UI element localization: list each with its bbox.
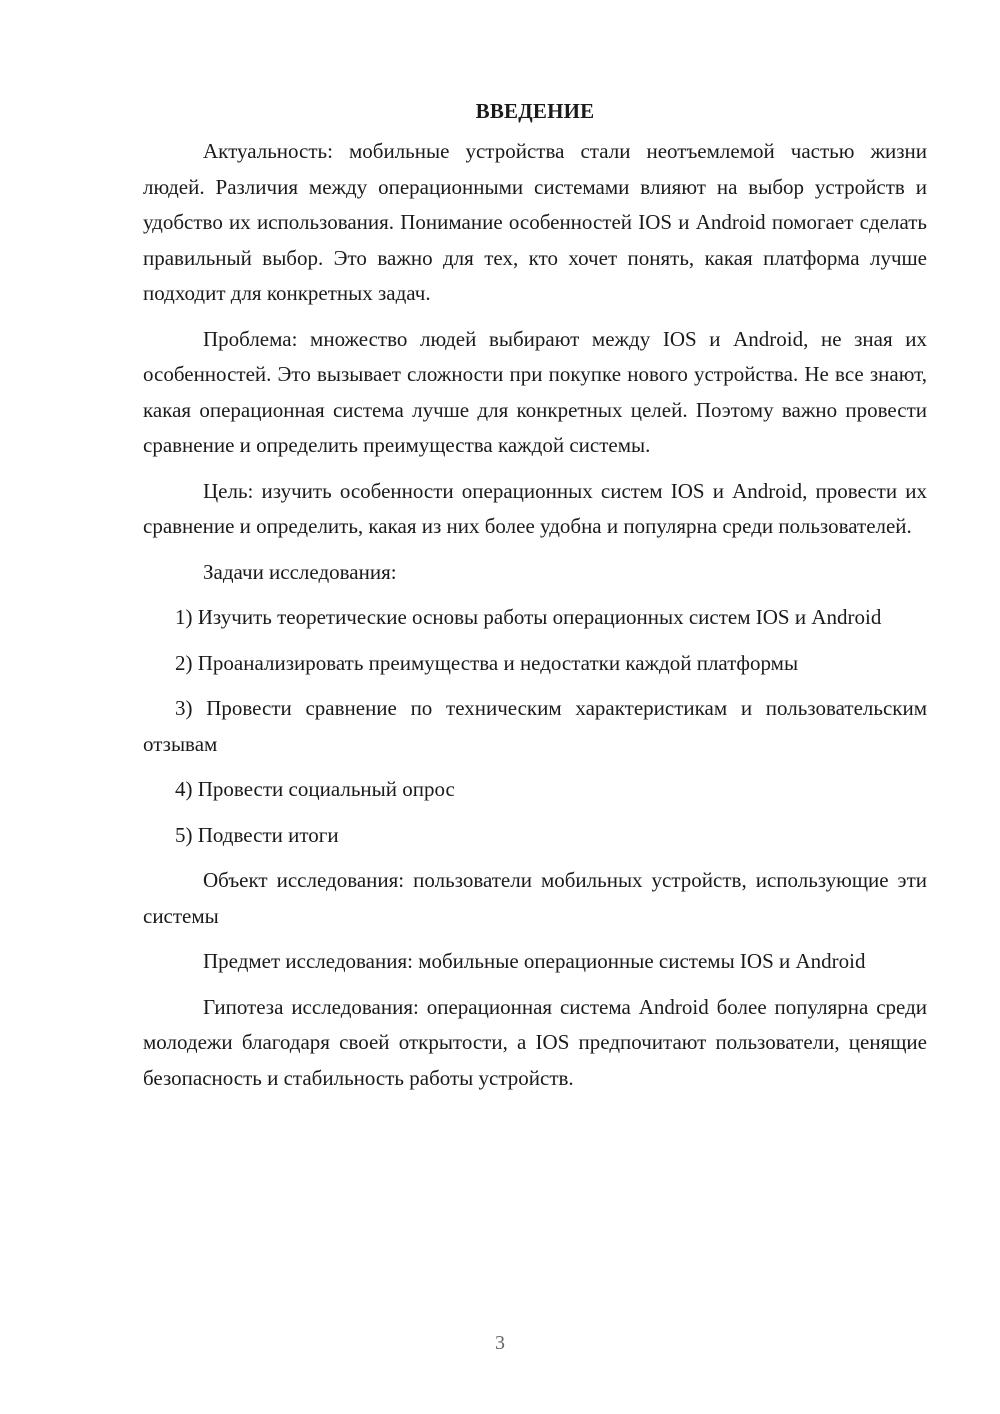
paragraph-tasks-heading: Задачи исследования:: [203, 559, 397, 584]
task-item-2: 2) Проанализировать преимущества и недостатки каждой платформы: [175, 650, 799, 675]
task-item-5: 5) Подвести итоги: [175, 822, 339, 847]
paragraph-relevance: Актуальность: мобильные устройства стали неотъемлемой частью жизни людей. Различия между операционными системами влияют на выбор устройств и удобство их использования. Понимание особенностей IOS и Android помогает сделать правильный выбор. Это важно для тех, кто хочет понять, какая платформа лучше подходит для конкретных задач.: [143, 139, 927, 305]
paragraph-hypothesis: Гипотеза исследования: операционная система Android более популярна среди молодежи благодаря своей открытости, а IOS предпочитают пользователи, ценящие безопасность и стабильность работы устройств.: [143, 994, 927, 1090]
paragraph-problem: Проблема: множество людей выбирают между IOS и Android, не зная их особенностей. Это вызывает сложности при покупке нового устройства. Не все знают, какая операционная система лучше для конкретных целей. Поэтому важно провести сравнение и определить преимущества каждой системы.: [143, 326, 927, 457]
paragraph-goal: Цель: изучить особенности операционных систем IOS и Android, провести их сравнение и определить, какая из них более удобна и популярна среди пользователей.: [143, 478, 927, 538]
task-item-1: 1) Изучить теоретические основы работы операционных систем IOS и Android: [175, 605, 882, 629]
page-number: 3: [495, 1332, 505, 1354]
task-item-4: 4) Провести социальный опрос: [175, 777, 455, 801]
paragraph-subject: Предмет исследования: мобильные операционные системы IOS и Android: [203, 949, 866, 973]
paragraph-object: Объект исследования: пользователи мобильных устройств, использующие эти системы: [143, 868, 927, 928]
page-content: [143, 94, 927, 1106]
task-item-3: 3) Провести сравнение по техническим характеристикам и пользовательским отзывам: [143, 696, 927, 756]
page-title: ВВЕДЕНИЕ: [475, 99, 595, 123]
